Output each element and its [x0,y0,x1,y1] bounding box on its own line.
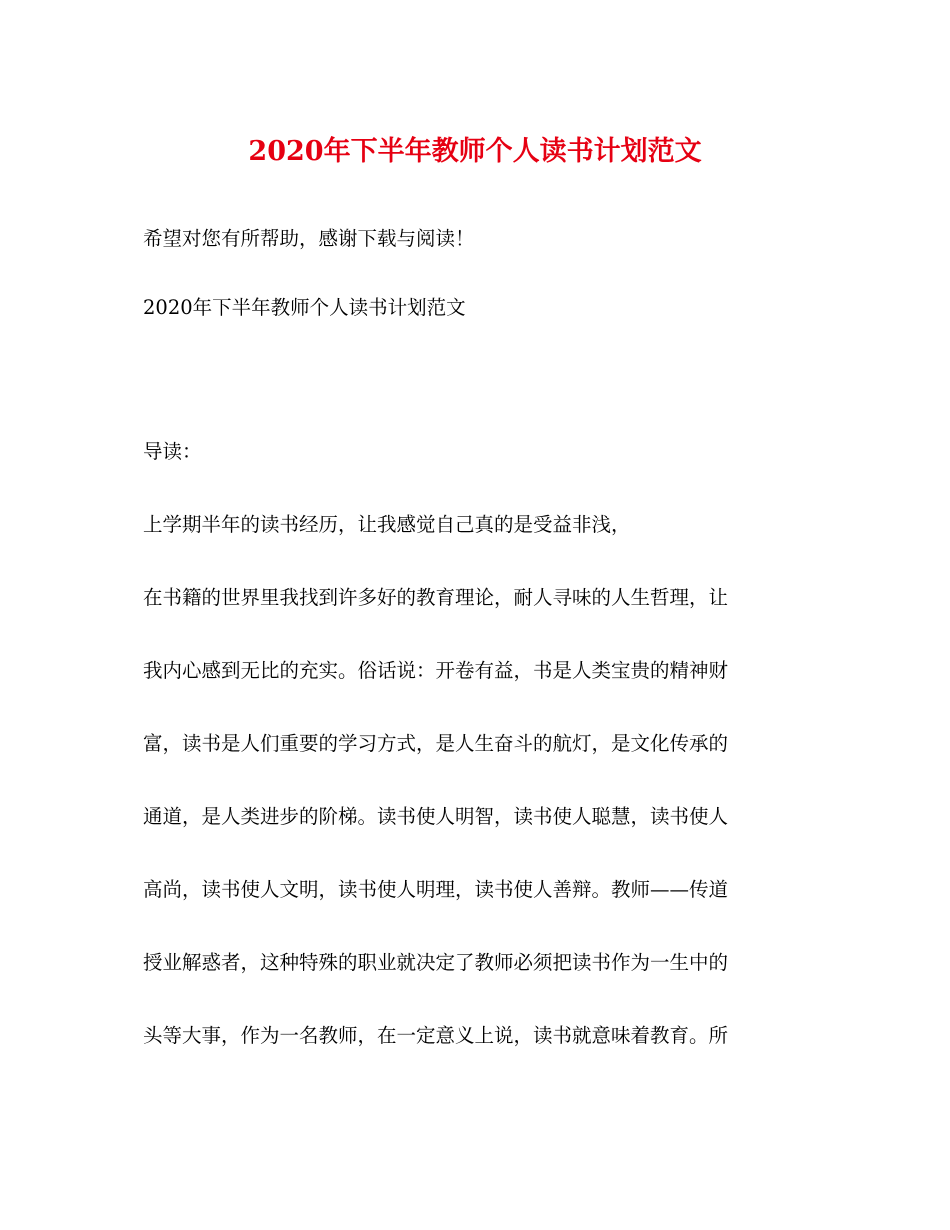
paragraph-line: 上学期半年的读书经历，让我感觉自己真的是受益非浅， [143,513,631,536]
paragraph-line: 通道，是人类进步的阶梯。读书使人明智，读书使人聪慧，读书使人 [143,805,729,828]
paragraph-line: 富，读书是人们重要的学习方式，是人生奋斗的航灯，是文化传承的 [143,732,729,755]
paragraph-line: 高尚，读书使人文明，读书使人明理，读书使人善辩。教师——传道 [143,878,729,901]
paragraph-line: 我内心感到无比的充实。俗话说：开卷有益，书是人类宝贵的精神财 [143,659,729,682]
paragraph-line: 头等大事，作为一名教师，在一定意义上说，读书就意味着教育。所 [143,1024,729,1047]
subtitle-text: 2020年下半年教师个人读书计划范文 [143,296,466,319]
paragraph-line: 在书籍的世界里我找到许多好的教育理论，耐人寻味的人生哲理，让 [143,586,729,609]
intro-text: 希望对您有所帮助，感谢下载与阅读！ [143,227,475,250]
section-heading: 导读： [143,440,202,463]
document-title: 2020年下半年教师个人读书计划范文 [248,136,702,167]
paragraph-line: 授业解惑者，这种特殊的职业就决定了教师必须把读书作为一生中的 [143,951,729,974]
